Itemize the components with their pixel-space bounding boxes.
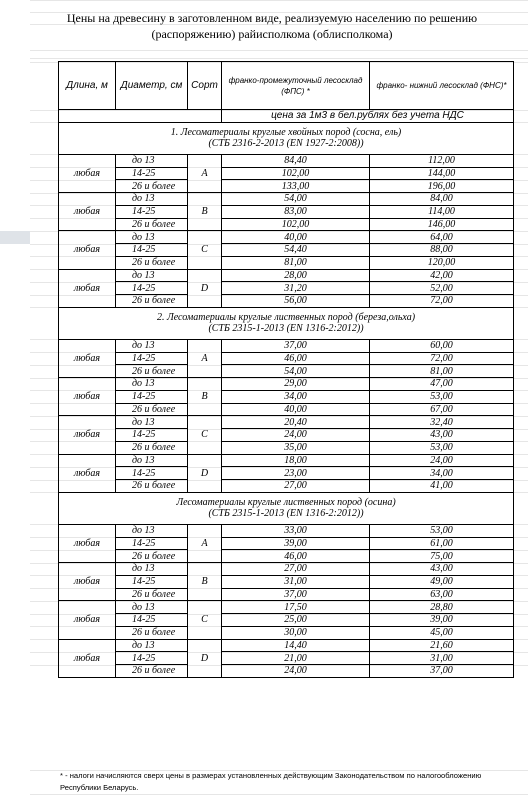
fps-price-cell: 23,00 (222, 467, 370, 480)
row-number[interactable] (0, 575, 30, 588)
fps-price-cell: 83,00 (222, 205, 370, 218)
row-number[interactable] (0, 256, 30, 269)
sheet-gridline (30, 58, 528, 59)
sheet-gridline (30, 0, 528, 1)
fps-price-cell: 29,00 (222, 378, 370, 391)
table-row (59, 416, 514, 429)
row-number[interactable] (0, 416, 30, 429)
row-number[interactable] (0, 665, 30, 678)
section-title (59, 307, 514, 339)
fps-price-cell: 31,20 (222, 282, 370, 295)
row-number[interactable] (0, 231, 30, 244)
row-number-gutter[interactable] (0, 0, 30, 808)
row-number[interactable] (0, 0, 30, 12)
fns-price-cell: 144,00 (370, 167, 514, 180)
fns-price-cell: 112,00 (370, 154, 514, 167)
fns-price-cell: 114,00 (370, 205, 514, 218)
fps-price-cell: 40,00 (222, 403, 370, 416)
row-number[interactable] (0, 467, 30, 480)
fps-price-cell: 54,40 (222, 244, 370, 257)
sort-cell: D (188, 639, 222, 677)
table-row (59, 378, 514, 391)
row-number[interactable] (0, 269, 30, 282)
diameter-cell: до 13 (116, 269, 188, 282)
table-row (59, 231, 514, 244)
footnote: * - налоги начисляются сверх цены в размерах установленных действующим Законодательством по налогообложению Республики Беларусь. (60, 771, 482, 792)
table-row (59, 480, 514, 493)
row-number[interactable] (0, 205, 30, 218)
row-number[interactable] (0, 794, 30, 806)
table-row (59, 601, 514, 614)
table-row (59, 205, 514, 218)
unit-spacer (188, 110, 222, 123)
header-fns: франко- нижний лесосклад (ФНС)* (370, 62, 514, 110)
fns-price-cell: 196,00 (370, 180, 514, 193)
section-header (59, 122, 514, 154)
diameter-cell: 14-25 (116, 352, 188, 365)
diameter-cell: 14-25 (116, 467, 188, 480)
length-cell: любая (59, 524, 116, 562)
fns-price-cell: 24,00 (370, 454, 514, 467)
fps-price-cell: 25,00 (222, 614, 370, 627)
table-row (59, 295, 514, 308)
row-number[interactable] (0, 524, 30, 537)
sort-cell: C (188, 231, 222, 269)
diameter-cell: до 13 (116, 416, 188, 429)
length-cell: любая (59, 231, 116, 269)
unit-spacer (116, 110, 188, 123)
section-header (59, 307, 514, 339)
table-row (59, 256, 514, 269)
section-title-line2: (СТБ 2316-2-2013 (EN 1927-2:2008)) (208, 138, 364, 150)
fns-price-cell: 32,40 (370, 416, 514, 429)
fps-price-cell: 37,00 (222, 588, 370, 601)
length-cell: любая (59, 416, 116, 454)
fns-price-cell: 88,00 (370, 244, 514, 257)
fns-price-cell: 60,00 (370, 339, 514, 352)
sheet-gridline (30, 794, 528, 795)
fps-price-cell: 54,00 (222, 193, 370, 206)
header-fps: франко-промежуточный лесосклад (ФПС) * (222, 62, 370, 110)
fns-price-cell: 81,00 (370, 365, 514, 378)
fns-price-cell: 21,60 (370, 639, 514, 652)
table-row (59, 154, 514, 167)
fps-price-cell: 27,00 (222, 563, 370, 576)
row-number[interactable] (0, 537, 30, 550)
fns-price-cell: 120,00 (370, 256, 514, 269)
header-sort: Сорт (188, 62, 222, 110)
table-row (59, 614, 514, 627)
diameter-cell: 26 и более (116, 295, 188, 308)
diameter-cell: до 13 (116, 639, 188, 652)
diameter-cell: до 13 (116, 563, 188, 576)
sort-cell: A (188, 154, 222, 192)
length-cell: любая (59, 378, 116, 416)
fns-price-cell: 37,00 (370, 665, 514, 678)
diameter-cell: 26 и более (116, 218, 188, 231)
length-cell: любая (59, 601, 116, 639)
fns-price-cell: 72,00 (370, 352, 514, 365)
page-title: Цены на древесину в заготовленном виде, реализуемую населению по решению (распоряжению) райисполкома (облисполкома) (66, 11, 478, 41)
diameter-cell: до 13 (116, 231, 188, 244)
diameter-cell: до 13 (116, 339, 188, 352)
table-row (59, 180, 514, 193)
row-number[interactable] (0, 588, 30, 601)
fps-price-cell: 35,00 (222, 441, 370, 454)
diameter-cell: 14-25 (116, 167, 188, 180)
table-row (59, 524, 514, 537)
diameter-cell: 26 и более (116, 550, 188, 563)
row-number[interactable] (0, 441, 30, 454)
row-number[interactable] (0, 403, 30, 416)
fns-price-cell: 75,00 (370, 550, 514, 563)
table-row (59, 390, 514, 403)
sheet-gridline (30, 50, 528, 51)
row-number[interactable] (0, 167, 30, 180)
diameter-cell: 26 и более (116, 256, 188, 269)
row-number[interactable] (0, 352, 30, 365)
fps-price-cell: 39,00 (222, 537, 370, 550)
fns-price-cell: 72,00 (370, 295, 514, 308)
fns-price-cell: 31,00 (370, 652, 514, 665)
fns-price-cell: 49,00 (370, 575, 514, 588)
diameter-cell: 14-25 (116, 282, 188, 295)
fps-price-cell: 54,00 (222, 365, 370, 378)
row-number[interactable] (0, 454, 30, 467)
length-cell: любая (59, 454, 116, 492)
section-title-line1: 2. Лесоматериалы круглые лиственных пород (береза,ольха) (156, 312, 416, 324)
diameter-cell: до 13 (116, 154, 188, 167)
diameter-cell: 14-25 (116, 537, 188, 550)
diameter-cell: 26 и более (116, 588, 188, 601)
diameter-cell: 26 и более (116, 441, 188, 454)
table-row (59, 282, 514, 295)
sort-cell: A (188, 524, 222, 562)
fns-price-cell: 47,00 (370, 378, 514, 391)
length-cell: любая (59, 154, 116, 192)
row-number[interactable] (0, 62, 30, 110)
fns-price-cell: 53,00 (370, 390, 514, 403)
fps-price-cell: 133,00 (222, 180, 370, 193)
fps-price-cell: 102,00 (222, 218, 370, 231)
diameter-cell: до 13 (116, 193, 188, 206)
length-cell: любая (59, 339, 116, 377)
diameter-cell: 26 и более (116, 180, 188, 193)
diameter-cell: 26 и более (116, 665, 188, 678)
fps-price-cell: 24,00 (222, 665, 370, 678)
table-row (59, 352, 514, 365)
table-row (59, 429, 514, 442)
row-number[interactable] (0, 180, 30, 193)
sort-cell: C (188, 416, 222, 454)
row-number[interactable] (0, 390, 30, 403)
fps-price-cell: 17,50 (222, 601, 370, 614)
section-title-line2: (СТБ 2315-1-2013 (EN 1316-2:2012)) (208, 508, 364, 520)
row-number[interactable] (0, 639, 30, 652)
length-cell: любая (59, 639, 116, 677)
fps-price-cell: 46,00 (222, 352, 370, 365)
row-number[interactable] (0, 50, 30, 58)
row-number[interactable] (0, 12, 30, 24)
diameter-cell: 26 и более (116, 403, 188, 416)
table-row (59, 365, 514, 378)
table-row (59, 665, 514, 678)
sort-cell: B (188, 378, 222, 416)
fns-price-cell: 84,00 (370, 193, 514, 206)
row-number[interactable] (0, 58, 30, 61)
fps-price-cell: 46,00 (222, 550, 370, 563)
diameter-cell: 14-25 (116, 652, 188, 665)
table-row (59, 244, 514, 257)
row-number[interactable] (0, 24, 30, 50)
table-row (59, 441, 514, 454)
table-row (59, 269, 514, 282)
sort-cell: B (188, 563, 222, 601)
row-number[interactable] (0, 626, 30, 639)
diameter-cell: 14-25 (116, 390, 188, 403)
diameter-cell: 14-25 (116, 575, 188, 588)
fns-price-cell: 67,00 (370, 403, 514, 416)
diameter-cell: 14-25 (116, 614, 188, 627)
fns-price-cell: 53,00 (370, 524, 514, 537)
row-number[interactable] (0, 365, 30, 378)
section-title-line2: (СТБ 2315-1-2013 (EN 1316-2:2012)) (208, 323, 364, 335)
fps-price-cell: 21,00 (222, 652, 370, 665)
row-number[interactable] (0, 154, 30, 167)
fps-price-cell: 30,00 (222, 626, 370, 639)
row-number[interactable] (0, 282, 30, 295)
fns-price-cell: 28,80 (370, 601, 514, 614)
diameter-cell: 26 и более (116, 626, 188, 639)
table-row (59, 339, 514, 352)
table-row (59, 218, 514, 231)
fps-price-cell: 28,00 (222, 269, 370, 282)
table-row (59, 454, 514, 467)
fps-price-cell: 40,00 (222, 231, 370, 244)
unit-note: цена за 1м3 в бел.рублях без учета НДС (222, 110, 514, 123)
fns-price-cell: 52,00 (370, 282, 514, 295)
fps-price-cell: 33,00 (222, 524, 370, 537)
sort-cell: D (188, 269, 222, 307)
fns-price-cell: 39,00 (370, 614, 514, 627)
section-header (59, 492, 514, 524)
fns-price-cell: 146,00 (370, 218, 514, 231)
table-row (59, 167, 514, 180)
sort-cell: D (188, 454, 222, 492)
fps-price-cell: 14,40 (222, 639, 370, 652)
section-title (59, 122, 514, 154)
fns-price-cell: 45,00 (370, 626, 514, 639)
fps-price-cell: 56,00 (222, 295, 370, 308)
diameter-cell: 26 и более (116, 480, 188, 493)
row-number[interactable] (0, 339, 30, 352)
diameter-cell: 14-25 (116, 429, 188, 442)
length-cell: любая (59, 269, 116, 307)
row-number[interactable] (0, 307, 30, 339)
fns-price-cell: 64,00 (370, 231, 514, 244)
fns-price-cell: 53,00 (370, 441, 514, 454)
row-number[interactable] (0, 122, 30, 154)
table-row (59, 575, 514, 588)
fps-price-cell: 81,00 (222, 256, 370, 269)
table-row (59, 193, 514, 206)
fps-price-cell: 34,00 (222, 390, 370, 403)
fps-price-cell: 84,40 (222, 154, 370, 167)
table-row (59, 550, 514, 563)
fns-price-cell: 43,00 (370, 429, 514, 442)
table-row (59, 639, 514, 652)
fps-price-cell: 27,00 (222, 480, 370, 493)
price-table (58, 61, 514, 678)
row-number[interactable] (0, 492, 30, 524)
fps-price-cell: 24,00 (222, 429, 370, 442)
row-number[interactable] (0, 770, 30, 794)
diameter-cell: до 13 (116, 454, 188, 467)
section-title-line1: Лесоматериалы круглые лиственных пород (осина) (176, 497, 396, 509)
fns-price-cell: 41,00 (370, 480, 514, 493)
row-number[interactable] (0, 218, 30, 231)
table-row (59, 626, 514, 639)
table-row (59, 588, 514, 601)
length-cell: любая (59, 193, 116, 231)
header-length: Длина, м (59, 62, 116, 110)
section-title (59, 492, 514, 524)
table-row (59, 652, 514, 665)
sort-cell: A (188, 339, 222, 377)
diameter-cell: до 13 (116, 524, 188, 537)
fns-price-cell: 61,00 (370, 537, 514, 550)
diameter-cell: до 13 (116, 601, 188, 614)
fns-price-cell: 63,00 (370, 588, 514, 601)
sort-cell: C (188, 601, 222, 639)
unit-spacer (59, 110, 116, 123)
table-row (59, 537, 514, 550)
fns-price-cell: 34,00 (370, 467, 514, 480)
diameter-cell: 14-25 (116, 205, 188, 218)
sort-cell: B (188, 193, 222, 231)
row-number[interactable] (0, 652, 30, 665)
table-row (59, 467, 514, 480)
section-title-line1: 1. Лесоматериалы круглые хвойных пород (сосна, ель) (170, 127, 402, 139)
fps-price-cell: 37,00 (222, 339, 370, 352)
row-number[interactable] (0, 601, 30, 614)
fps-price-cell: 20,40 (222, 416, 370, 429)
diameter-cell: до 13 (116, 378, 188, 391)
fps-price-cell: 18,00 (222, 454, 370, 467)
fns-price-cell: 43,00 (370, 563, 514, 576)
diameter-cell: 26 и более (116, 365, 188, 378)
table-row (59, 563, 514, 576)
row-number[interactable] (0, 550, 30, 563)
fps-price-cell: 102,00 (222, 167, 370, 180)
header-diameter: Диаметр, см (116, 62, 188, 110)
fps-price-cell: 31,00 (222, 575, 370, 588)
length-cell: любая (59, 563, 116, 601)
diameter-cell: 14-25 (116, 244, 188, 257)
table-row (59, 403, 514, 416)
fns-price-cell: 42,00 (370, 269, 514, 282)
